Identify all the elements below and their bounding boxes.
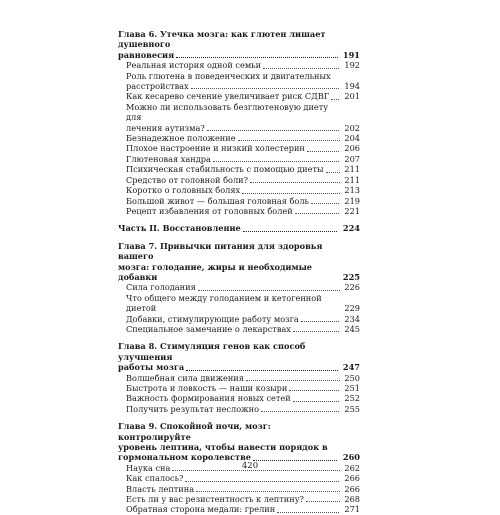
toc-section-entry xyxy=(118,102,360,133)
toc-section-entry xyxy=(118,383,360,393)
toc-entry-title-line: Можно ли использовать безглютеновую диету для xyxy=(126,101,329,123)
toc-page-number: 192 xyxy=(344,60,360,71)
toc-entry-title xyxy=(126,484,340,494)
toc-section-entry xyxy=(118,282,360,292)
toc-entry-title-line: Реальная история одной семьи xyxy=(126,60,262,71)
toc-page-number: 201 xyxy=(344,91,360,102)
toc-page-number: 251 xyxy=(344,383,360,393)
toc-section-entry xyxy=(118,504,360,514)
toc-page-number: 229 xyxy=(344,303,360,314)
toc-section-entry xyxy=(118,91,360,101)
toc-entry-title xyxy=(126,314,340,324)
toc-entry-title xyxy=(118,241,338,283)
toc-entry-title-line: лечения аутизма? xyxy=(126,122,205,133)
toc-page-number: 252 xyxy=(344,393,360,404)
toc-entry-title-line: Важность формирования новых сетей xyxy=(126,393,291,404)
toc-entry-title-line: Рецепт избавления от головных болей xyxy=(126,205,293,216)
toc-entry-title-line: Сила голодания xyxy=(126,282,196,293)
toc-page-number: 255 xyxy=(344,403,360,414)
toc-entry-title-line: Глава 9. Спокойной ночи, мозг: контролируйте xyxy=(118,421,271,442)
toc-section-entry xyxy=(118,494,360,504)
toc-entry-title xyxy=(118,29,338,60)
toc-entry-title-line: Что общего между голоданием и кетогенной диетой xyxy=(126,293,340,314)
toc-chapter-entry xyxy=(118,29,360,60)
toc-chapter-entry xyxy=(118,421,360,463)
toc-entry-title xyxy=(118,421,338,463)
toc-entry-title xyxy=(126,324,340,334)
toc-section-entry xyxy=(118,393,360,403)
toc-page-number: 245 xyxy=(344,323,360,334)
toc-entry-title xyxy=(118,341,338,372)
toc-section-entry xyxy=(118,196,360,206)
toc-page-number: 211 xyxy=(344,174,360,185)
toc-section-entry xyxy=(118,484,360,494)
toc-page-number: 226 xyxy=(344,282,360,293)
toc-entry-title xyxy=(126,164,340,174)
toc-entry-title-line: Волшебная сила движения xyxy=(126,372,244,383)
toc-section-entry xyxy=(118,60,360,70)
toc-entry-title xyxy=(126,206,340,216)
toc-entry-title-line: Власть лептина xyxy=(126,483,195,494)
toc-entry-title xyxy=(126,133,340,143)
toc-section-entry xyxy=(118,143,360,153)
toc-entry-title-line: Часть II. Восстановление xyxy=(118,223,241,234)
toc-page-number: 266 xyxy=(344,483,360,494)
toc-entry-title xyxy=(126,196,340,206)
toc-section-entry xyxy=(118,133,360,143)
toc-chapter-entry xyxy=(118,223,360,233)
toc-entry-title xyxy=(126,494,340,504)
toc-entry-title xyxy=(126,473,340,483)
toc-entry-title-line: равновесия xyxy=(118,49,175,60)
toc-section-entry xyxy=(118,293,360,314)
toc-section-entry xyxy=(118,324,360,334)
toc-page-number: 260 xyxy=(342,452,360,463)
toc-chapter-entry xyxy=(118,241,360,283)
toc-entry-title xyxy=(126,373,340,383)
toc-entry-title-line: Безнадежное положение xyxy=(126,133,236,144)
toc-page-number: 202 xyxy=(344,122,360,133)
toc-entry-title-line: Глава 8. Стимуляция генов как способ улучшения xyxy=(118,341,306,362)
toc-section-entry xyxy=(118,206,360,216)
toc-entry-title xyxy=(126,393,340,403)
toc-page-number: 219 xyxy=(344,195,360,206)
toc-page-number: 191 xyxy=(342,49,360,60)
toc-page-number: 266 xyxy=(344,473,360,484)
toc-entry-title-line: Как кесарево сечение увеличивает риск СДВГ xyxy=(126,91,330,102)
toc-entry-title-line: Обратная сторона медали: грелин xyxy=(126,504,276,515)
toc-entry-title-line: Специальное замечание о лекарствах xyxy=(126,323,291,334)
page-number: 420 xyxy=(241,461,259,471)
toc-page-number: 206 xyxy=(344,143,360,154)
toc-entry-title-line: Глава 6. Утечка мозга: как глютен лишает душевного xyxy=(118,29,326,50)
toc-entry-title-line: Как спалось? xyxy=(126,473,184,484)
toc-page-number: 268 xyxy=(344,494,360,505)
toc-page-number: 207 xyxy=(344,153,360,164)
toc-entry-title-line: расстройствах xyxy=(126,81,189,92)
toc-entry-title-line: Глютеновая хандра xyxy=(126,153,211,164)
toc-page-number: 211 xyxy=(344,164,360,175)
toc-entry-title-line: Плохое настроение и низкий холестерин xyxy=(126,143,305,154)
toc-page-number: 224 xyxy=(342,223,360,234)
toc-section-entry xyxy=(118,175,360,185)
toc-entry-title-line: мозга: голодание, жиры и необходимые добавки xyxy=(118,262,338,283)
toc-entry-title-line: Роль глютена в поведенческих и двигательных xyxy=(126,70,331,81)
toc-section-entry xyxy=(118,71,360,92)
toc-section-entry xyxy=(118,185,360,195)
toc-section-entry xyxy=(118,154,360,164)
toc-entry-title-line: Глава 7. Привычки питания для здоровья вашего xyxy=(118,240,323,262)
toc-page-number: 247 xyxy=(342,362,360,373)
toc-chapter-entry xyxy=(118,341,360,372)
toc-page-number: 234 xyxy=(344,313,360,324)
toc-entry-title-line: Средство от головной боли? xyxy=(126,174,249,185)
toc-entry-title-line: гормональном королевстве xyxy=(118,452,252,463)
toc-entry-title-line: Наука сна xyxy=(126,462,171,473)
toc-entry-title-line: Психическая стабильность с помощью диеты xyxy=(126,164,324,175)
toc-entry-title xyxy=(126,154,340,164)
toc-page-number: 262 xyxy=(344,462,360,473)
toc-section-entry xyxy=(118,373,360,383)
toc-page-number: 213 xyxy=(344,185,360,196)
toc-entry-title-line: Есть ли у вас резистентность к лептину? xyxy=(126,494,304,505)
toc-entry-title xyxy=(126,102,340,133)
toc-entry-title xyxy=(126,91,340,101)
toc-page-number: 271 xyxy=(344,504,360,515)
toc-section-entry xyxy=(118,164,360,174)
toc-entry-title-line: уровень лептина, чтобы навести порядок в xyxy=(118,442,328,453)
toc-entry-title xyxy=(126,175,340,185)
toc-section-entry xyxy=(118,314,360,324)
toc-entry-title-line: Большой живот — большая головная боль xyxy=(126,195,310,206)
toc-entry-title xyxy=(126,404,340,414)
toc-section-entry xyxy=(118,404,360,414)
toc-entry-title-line: Добавки, стимулирующие работу мозга xyxy=(126,313,299,324)
toc-page-number: 204 xyxy=(344,133,360,144)
toc-entry-title-line: работы мозга xyxy=(118,362,185,373)
toc-entry-title xyxy=(126,282,340,292)
toc-section-entry xyxy=(118,473,360,483)
toc-page-number: 194 xyxy=(344,81,360,92)
toc-page-number: 225 xyxy=(342,271,360,282)
toc-entry-title xyxy=(126,383,340,393)
toc-page-number: 221 xyxy=(344,205,360,216)
toc-entry-title-line: Получить результат несложно xyxy=(126,403,260,414)
table-of-contents xyxy=(118,29,360,515)
toc-entry-title-line: Быстрота и ловкость — наши козыри xyxy=(126,383,288,393)
toc-entry-title xyxy=(126,60,340,70)
toc-entry-title xyxy=(126,185,340,195)
toc-page-number: 250 xyxy=(344,372,360,383)
toc-entry-title xyxy=(118,223,338,233)
toc-entry-title xyxy=(126,143,340,153)
toc-entry-title xyxy=(126,293,340,314)
toc-entry-title xyxy=(126,71,340,92)
toc-entry-title xyxy=(126,504,340,514)
toc-entry-title-line: Коротко о головных болях xyxy=(126,185,241,196)
